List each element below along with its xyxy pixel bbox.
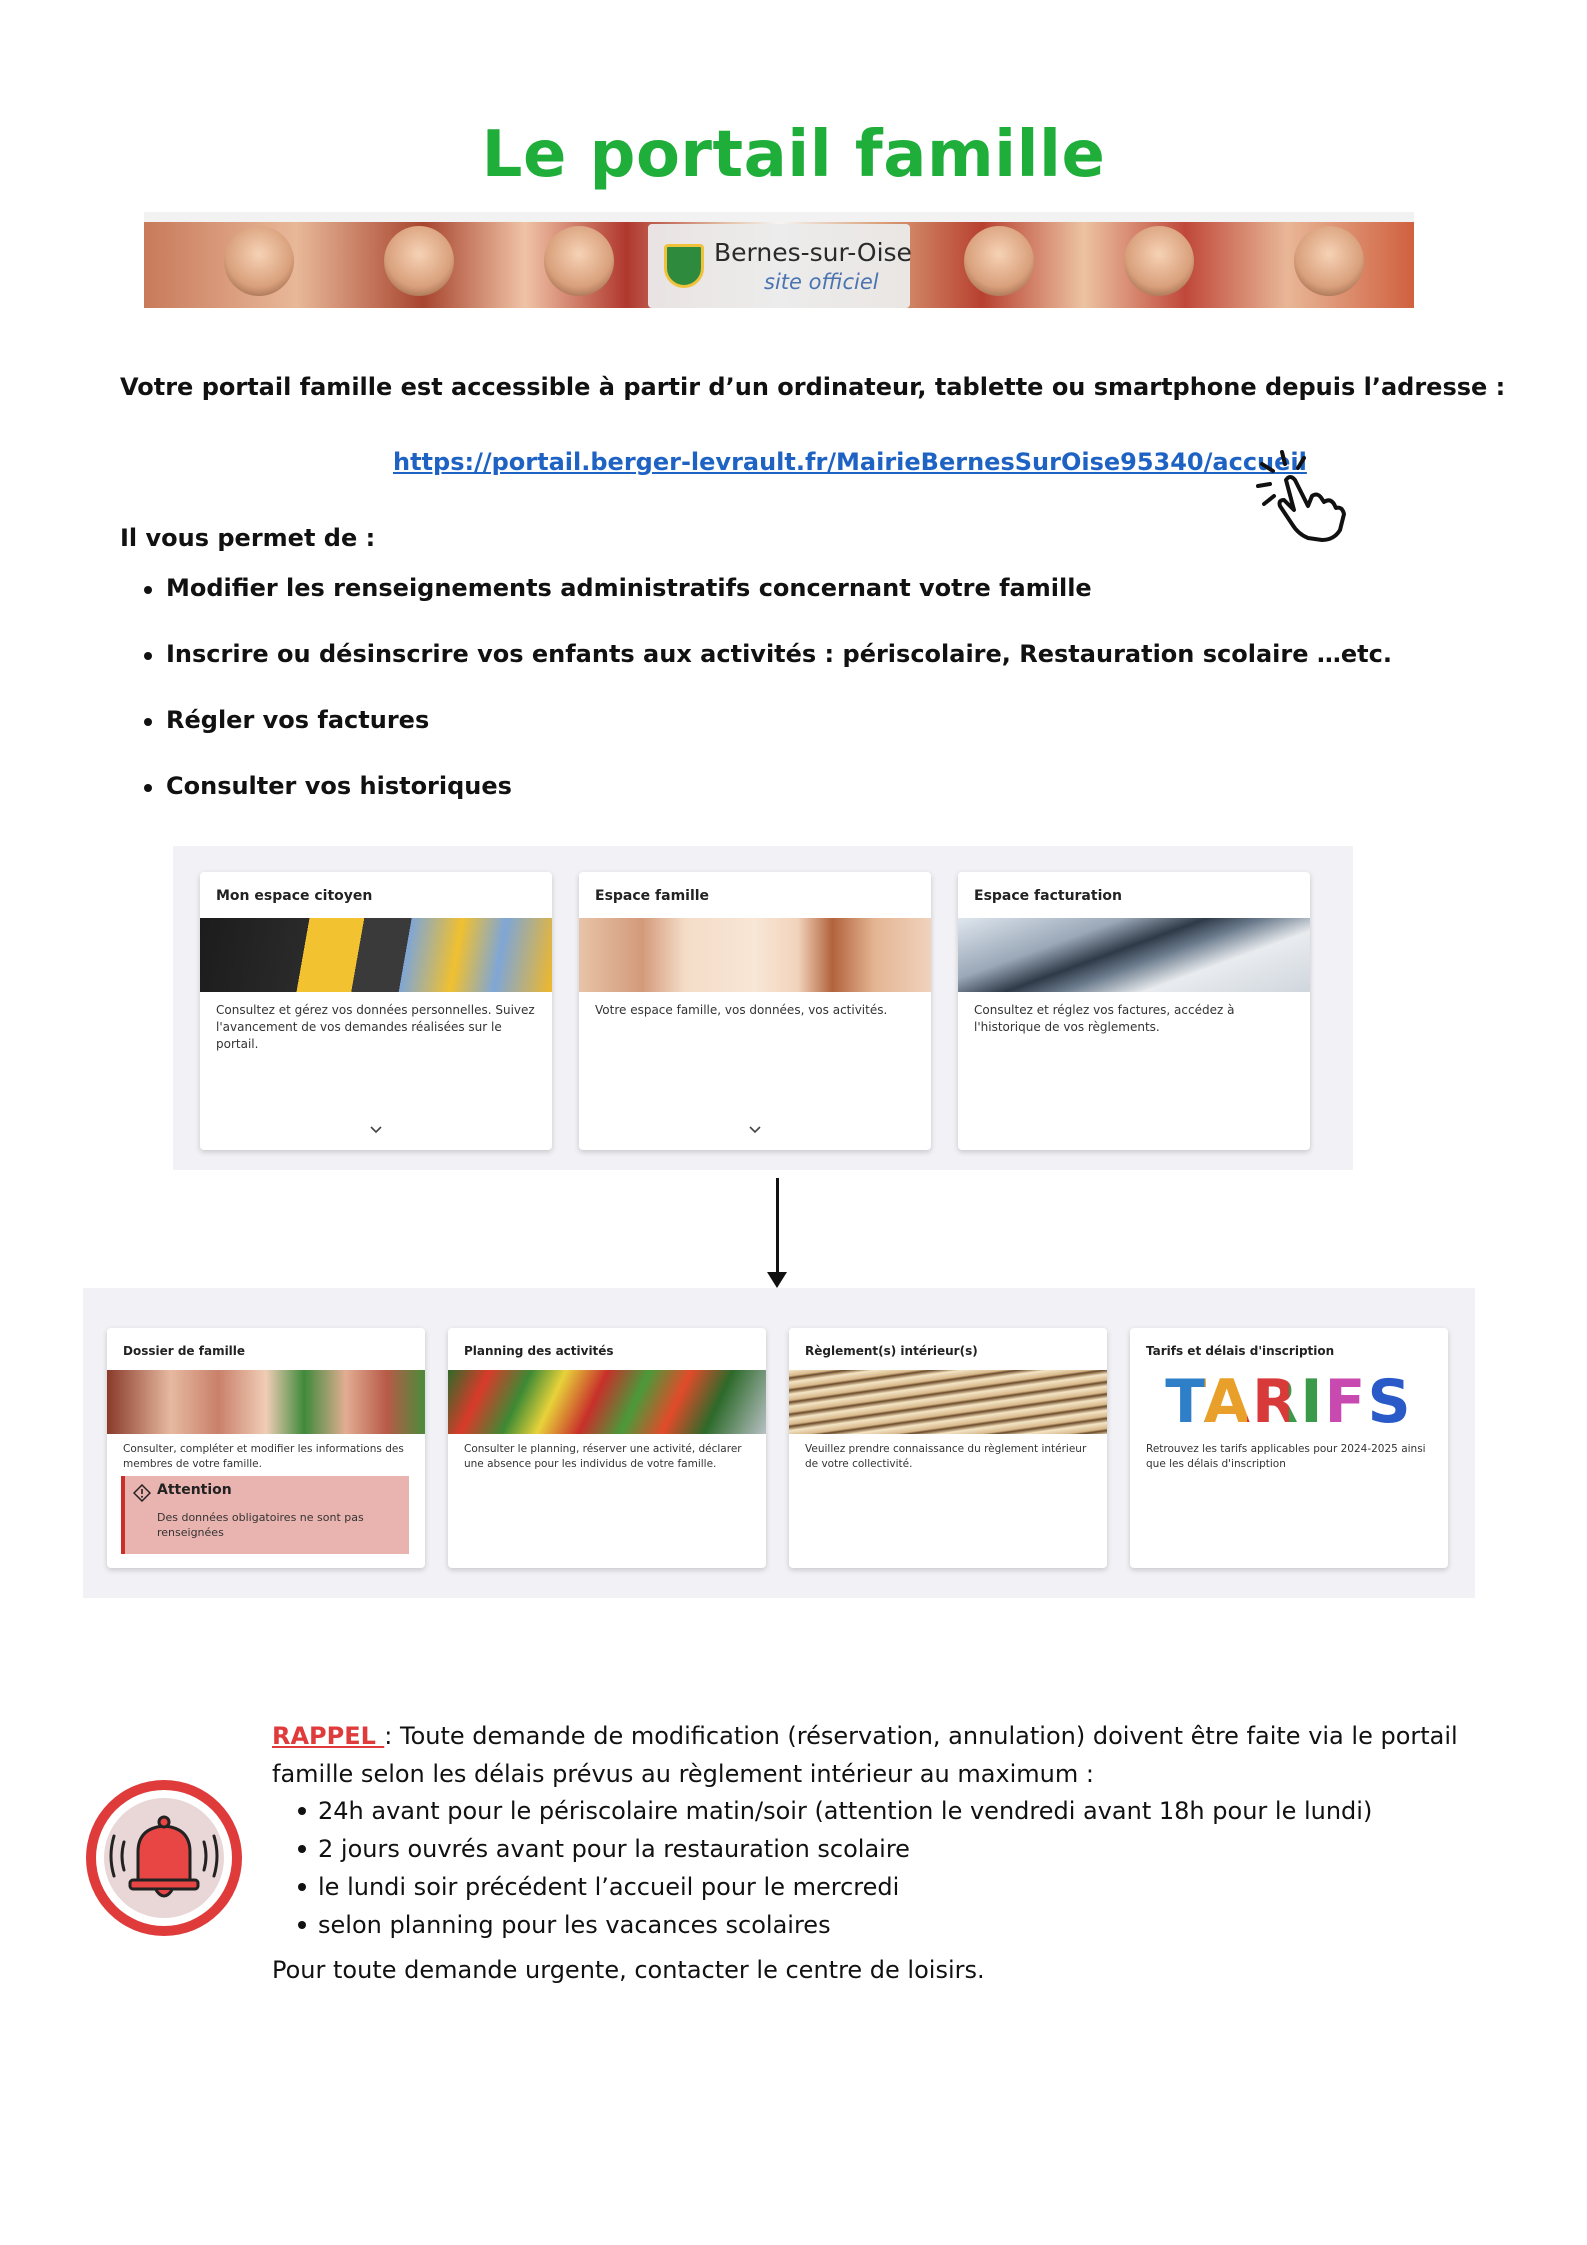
family-space-screenshot [83,1288,1475,1598]
arrow-down-head [767,1272,787,1288]
portal-link[interactable]: https://portail.berger-levrault.fr/MairieBernesSurOise95340/accueil [393,448,1307,476]
list-item: Modifier les renseignements administratifs concernant votre famille [166,574,1392,640]
list-item: 2 jours ouvrés avant pour la restauration scolaire [318,1830,1372,1868]
card-title: Tarifs et délais d'inscription [1146,1344,1335,1358]
tarifs-word: TARIFS [1165,1367,1413,1437]
reminder-label: RAPPEL [272,1722,385,1750]
chevron-down-icon[interactable] [368,1122,384,1138]
card-tarifs-et-delais[interactable] [1130,1328,1448,1568]
card-description: Veuillez prendre connaissance du règlement intérieur de votre collectivité. [805,1443,1087,1470]
card-title: Mon espace citoyen [216,888,373,904]
card-description: Consultez et gérez vos données personnelles. Suivez l'avancement de vos demandes réalisées sur le portail. [216,1003,535,1051]
card-description: Consultez et réglez vos factures, accédez à l'historique de vos règlements. [974,1003,1235,1034]
children-feet-image [107,1370,425,1434]
tarifs-image [1130,1367,1448,1437]
warning-icon [133,1484,151,1502]
child-face [964,226,1034,296]
list-item: Régler vos factures [166,706,1392,772]
attention-description: Des données obligatoires ne sont pas renseignées [157,1511,364,1539]
arrow-down [776,1178,779,1276]
child-face [1294,226,1364,296]
logo-subtitle: site officiel [764,270,879,294]
site-banner [144,212,1414,308]
card-description: Retrouvez les tarifs applicables pour 2024-2025 ainsi que les délais d'inscription [1146,1443,1426,1470]
document-stack-image [789,1370,1107,1434]
list-item: le lundi soir précédent l’accueil pour le mercredi [318,1868,1372,1906]
child-face [1124,226,1194,296]
card-description: Votre espace famille, vos données, vos activités. [595,1003,888,1017]
list-item: selon planning pour les vacances scolaires [318,1906,1372,1944]
attention-title: Attention [157,1482,232,1498]
card-mon-espace-citoyen[interactable] [200,872,552,1150]
card-title: Espace famille [595,888,710,904]
coat-of-arms-icon [664,244,704,288]
card-title: Règlement(s) intérieur(s) [805,1344,978,1358]
list-item: 24h avant pour le périscolaire matin/soir (attention le vendredi avant 18h pour le lundi) [318,1792,1372,1830]
reminder-paragraph [272,1717,1504,1793]
child-face [544,226,614,296]
pointing-hand-click-icon [1252,444,1352,544]
card-description: Consulter, compléter et modifier les informations des membres de votre famille. [123,1443,404,1470]
card-title: Planning des activités [464,1344,614,1358]
list-item: Inscrire ou désinscrire vos enfants aux activités : périscolaire, Restauration scolaire …etc. [166,640,1392,706]
town-logo [648,224,910,308]
card-description: Consulter le planning, réserver une activité, déclarer une absence pour les individus de votre famille. [464,1443,742,1470]
child-face [224,226,294,296]
logo-name: Bernes-sur-Oise [714,238,912,267]
features-heading: Il vous permet de : [120,524,376,552]
chevron-down-icon[interactable] [747,1122,763,1138]
envelopes-image [200,918,552,992]
card-title: Espace facturation [974,888,1122,904]
alarm-bell-icon [82,1776,246,1940]
intro-text: Votre portail famille est accessible à partir d’un ordinateur, tablette ou smartphone depuis l’adresse : [120,373,1506,401]
card-espace-famille[interactable] [579,872,931,1150]
child-face [384,226,454,296]
portal-home-screenshot [173,846,1353,1170]
attention-alert [121,1476,409,1554]
family-photo-image [579,918,931,992]
card-espace-facturation[interactable] [958,872,1310,1150]
card-dossier-de-famille[interactable] [107,1328,425,1568]
card-title: Dossier de famille [123,1344,246,1358]
reminder-rules-list [318,1792,1372,1944]
page-title: Le portail famille [481,118,1106,192]
list-item: Consulter vos historiques [166,772,1392,838]
reminder-text: : Toute demande de modification (réservation, annulation) doivent être faite via le portail famille selon les délais prévus au règlement intérieur au maximum : [272,1722,1458,1788]
invoice-tablet-image [958,918,1310,992]
urgent-contact-text: Pour toute demande urgente, contacter le centre de loisirs. [272,1956,985,1984]
painted-hands-image [448,1370,766,1434]
features-list [166,574,1392,838]
card-planning-des-activites[interactable] [448,1328,766,1568]
card-reglements-interieurs[interactable] [789,1328,1107,1568]
